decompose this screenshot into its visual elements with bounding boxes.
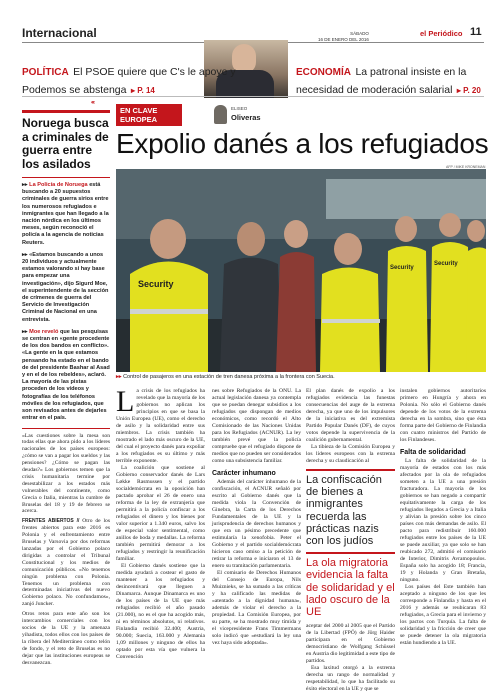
sidebar-top-rule xyxy=(22,110,110,113)
sidebar-body: «Las cuestiones sobre la mesa son todas ellas que ahora pido a los líderes nacionales de los países europeos: ¿cómo se van a pagar los sueldos y las pensiones? ¿Cómo se pagan las deudas?» Los gobiernos temen que la crisis humanitaria termine por desestabilizar a los estados más vulnerables del continente, como Grecia o Italia, mientras la cumbre de Bruselas del 18 y 19 de febrero se acerca. xyxy=(22,432,110,515)
article-paragraph: El plan danés de expolio a los refugiados evidencia las funestas consecuencias del auge de la extrema derecha, ya que uno de los impulsores de la iniciativa es del extremista Partido Popular Danés (DF), de cuyos votos depende la supervivencia de la coalición gubernamental. xyxy=(306,388,395,443)
sidebar-title: Noruega busca a criminales de guerra entre los asilados xyxy=(22,116,109,171)
photo-credit: AFP / MIKE KRONEMAN xyxy=(446,165,486,169)
article-paragraph: instalen gobiernos autoritarios primero en Hungría y ahora en Polonia. No sólo el Gobierno danés depende de los votos de la extrema derecha en la sombra, sino que ésta forma parte del Gobierno de Finlandia con cuatro ministros del Partido de los Finlandeses. xyxy=(400,388,486,443)
teaser-tag: ECONOMÍA xyxy=(296,67,351,78)
teaser-politics[interactable] xyxy=(22,62,272,96)
sidebar-brief-item: ▸▸ La Policía de Noruega está buscando a 20 supuestos criminales de guerra sirios entre los numerosos refugiados e inmigrantes que han llegado a la nación nórdica en los últimos meses, según reconoció el policía a la agencia de noticias Reuters. xyxy=(22,182,109,246)
article-paragraph: La crisis de los refugiados ha revelado que la mayoría de los gobiernos no aplican los principios en que se basa la Unión Europea (UE), como el derecho de asilo y la solidaridad entre sus miembros. La crisis también ha mostrado el lado más oscuro de la UE, del cual el proyecto danés para expoliar a los refugiados es su último y más terrible exponente. xyxy=(116,385,205,464)
article-paragraph: La coalición que sostiene al Gobierno conservador danés de Lars Løkke Rasmussen y el partido socialdemócrata en la oposición han pactado aprobar el 26 de enero una reforma de la ley de extranjería que permitirá a la policía confiscar a los refugiados el dinero y los bienes por valor superior a 1.340 euros, salvo los de especial valor sentimental, como anillos de boda y medallas. La reforma también permitirá demorar a los refugiados y restringir la reunificación familiar. xyxy=(116,465,205,562)
article-column-1 xyxy=(116,385,205,660)
article-paragraph: La tibieza de la Comisión Europea y los líderes europeos con la extrema derecha y su claudicación al xyxy=(306,444,395,464)
article-column-4 xyxy=(400,388,486,658)
section-name: Internacional xyxy=(22,26,97,40)
pull-quote-text: La ola migratoria evidencia la falta de solidaridad y el lado oscuro de la UE xyxy=(306,557,395,619)
date-full: 16 DE ENERO DEL 2016 xyxy=(318,36,369,42)
article-photo xyxy=(116,169,486,372)
byline-last-name: Oliveras xyxy=(231,113,261,122)
caption-marker: ▸▸ xyxy=(116,374,122,380)
article-paragraph: La falta de solidaridad de la mayoría de estados con los más afectados por la ola de refugiados someten a la UE a una presión fracturadora. La mayoría de los gobiernos se han negado a compartir equitativamente la carga de los refugiados llegados a Grecia y a Italia y alivian la presión sobre los cinco países con más demandas de asilo. El pacto para redistribuir 160.000 refugiados entre los países de la UE se puede auxiliar, ya que solo se han reubicado 272, admitió el comisario de Interior, Dimitris Avramopoulos. España solo ha acogido 18; Francia, 19 y Holanda y Gran Bretaña, ninguno. xyxy=(400,458,486,583)
article-kicker: EN CLAVE EUROPEA xyxy=(116,104,182,126)
page-header xyxy=(0,0,500,42)
article-paragraph: El comisario de Derechos Humanos del Consejo de Europa, Nils Muiznieks, se ha sumado a las críticas y ha calificado las medidas de «atentado a la dignidad humana», además de violar el derecho a la propiedad. La Comisión Europea, por su parte, se ha mostrado muy tímida y el vicepresidente Frans Timmermans solo indicó que «estudiará la ley una vez haya sido adoptada». xyxy=(212,570,301,646)
svg-text:Security: Security xyxy=(434,261,458,267)
sidebar-body: Otros retos para este año son los intercambios comerciales con los socios de la UE y la amenaza yihadista, todos ellos con los países de la ribera del Mediterráneo como telón de fondo, y el reto de Bruselas es no dejar que las instituciones europeas se desvanezcan. xyxy=(22,611,110,666)
article-paragraph: aceptar del 2000 al 2005 que el Partido de la Libertad (FPÖ) de Jörg Haider participara en el Gobierno democristiano de Wolfgang Schüssel en Austria dio legitimidad a este tipo de partidos. xyxy=(306,623,396,665)
teaser-economy[interactable] xyxy=(296,62,486,96)
sidebar-brief-item: ▸▸ Moe reveló que las pesquisas se centran en «gente procedente de los dos bandos en conflicto». «La gente en la que estamos pensando ha estado en el bando de del presidente Bashar al Asad y en el de los rebeldes», aclaró. La mayoría de las pistas proceden de los vídeos y fotografías de los teléfonos móviles de los refugiados, que son revisados antes de dejarles entrar en el país. xyxy=(22,328,110,422)
sidebar-body: FRENTES ABIERTOS // Otro de los frentes abiertos para este 2016 es Polonia y el enfrentamiento entre Bruselas y Varsovia por dos reformas lanzadas por el Gobierno polaco dirigidas a controlar el Tribunal Constitucional y los medios de comunicación públicos. «No tenemos ningún problema con Polonia. Tenemos un problema con determinadas iniciativas del nuevo Gobierno polaco. No confundamos», zanjó Juncker. xyxy=(22,518,111,608)
pull-quote-text: La confiscación de bienes a inmigrantes recuerda las prácticas nazis con los judíos xyxy=(306,474,382,548)
article-paragraph: nes sobre Refugiados de la ONU. La actual legislación danesa ya contempla que se puedan denegar subsidios a los refugiados que dispongan de medios económicos, como recordó el Alto Comisionado de las Naciones Unidas para los Refugiados (ACNUR). La ley también prevé que la policía compruebe que el refugiado dispone de medios que no pueden ser considerados como una subsistencia familiar. xyxy=(212,388,301,464)
teaser-page-ref: ▸ P. 20 xyxy=(456,86,481,95)
sidebar-rule xyxy=(22,428,110,429)
teaser-rule xyxy=(22,96,484,97)
article-column-2 xyxy=(212,388,301,658)
byline xyxy=(214,105,284,127)
article-paragraph: Además del carácter inhumano de la confiscación, el ACNUR señaló por escrito al Gobierno danés que la medida viola la Convención de Ginebra, la Carta de los Derechos Fundamentales de la UE y la jurisprudencia de derechos humanos y que era un pésimo precedente que estimularía la xenofobia. Peter el Gobierno y el partido socialdemócrata hicieron caso omiso a la petición de retirar la reforma e iniciaron el 13 de enero su tramitación parlamentaria. xyxy=(212,479,301,569)
newspaper-name: el Periódico xyxy=(420,29,463,38)
sidebar-rule xyxy=(22,177,110,178)
svg-text:Security: Security xyxy=(138,279,174,289)
sidebar-brief-item: ▸▸ «Estamos buscando a unos 20 individuos y actualmente estamos valorando si hay base para empezar una investigación», dijo Sigurd Moe, el superintendente de la sección de crímenes de guerra del Servicio de Investigación Criminal de Nacional en una entrevista. xyxy=(22,251,109,323)
caption-text: Control de pasajeros en una estación de tren danesa próxima a la frontera con Suecia. xyxy=(123,374,335,380)
article-subhead: Carácter inhumano xyxy=(212,470,276,477)
article-paragraph: El Gobierno danés sostiene que la medida ayudará a costear el gasto de mantener a los refugiados y desincentivará que lleguen a Dinamarca. Aunque Dinamarca es uno de los países de la UE que más refugiados recibió el año pasado (21.000), no es el que ha acogido más, ni en términos absolutos, ni relativos. Finlandia recibió 32.400; Austria, 90.000; Suecia, 163.000 y Alemania 1,09 millones y ninguno de ellos ha optado por esta vía que vulnera la Convención xyxy=(116,563,205,660)
photo-caption xyxy=(116,374,486,380)
teaser-text: El PSOE quiere que C's le apoye y Podemos se abstenga xyxy=(22,66,236,96)
chevron-left-icon: ‹‹‹ xyxy=(91,100,94,106)
date-weekday: SÁBADO xyxy=(350,31,369,36)
article-subhead: Falta de solidaridad xyxy=(400,449,466,456)
teaser-page-ref: ▸ P. 14 xyxy=(130,86,155,95)
pull-quote xyxy=(306,552,395,618)
date-line xyxy=(318,31,369,42)
article-paragraph: Los países del Este también han aceptado a ninguno de los que les corresponde a Finlandia y hasta en el 2016 y además se reubicaran 83 refugiados, a Grecia para el invierno y los pactos con Turquía. La falta de solidaridad y la fricción de creer que se puede detener la ola migratoria están hundiendo a la UE. xyxy=(400,584,486,646)
teaser-text: La patronal insiste en la necesidad de moderación salarial xyxy=(296,66,467,96)
article-headline: Expolio danés a los refugiados xyxy=(116,128,489,159)
page-number: 11 xyxy=(470,26,482,38)
byline-first-name: ELISEO xyxy=(231,106,248,111)
pull-quote xyxy=(306,469,395,547)
svg-text:Security: Security xyxy=(390,265,414,271)
teaser-tag: POLÍTICA xyxy=(22,67,69,78)
article-paragraph: Esa laxitud otorgó a la extrema derecha un rango de normalidad y respetabilidad, lo que ha facilitado su éxito electoral en la UE y que se xyxy=(306,665,395,693)
sidebar-brief xyxy=(22,110,111,666)
avatar xyxy=(214,105,227,124)
article-column-3 xyxy=(306,388,396,693)
drop-cap: L xyxy=(116,385,135,418)
